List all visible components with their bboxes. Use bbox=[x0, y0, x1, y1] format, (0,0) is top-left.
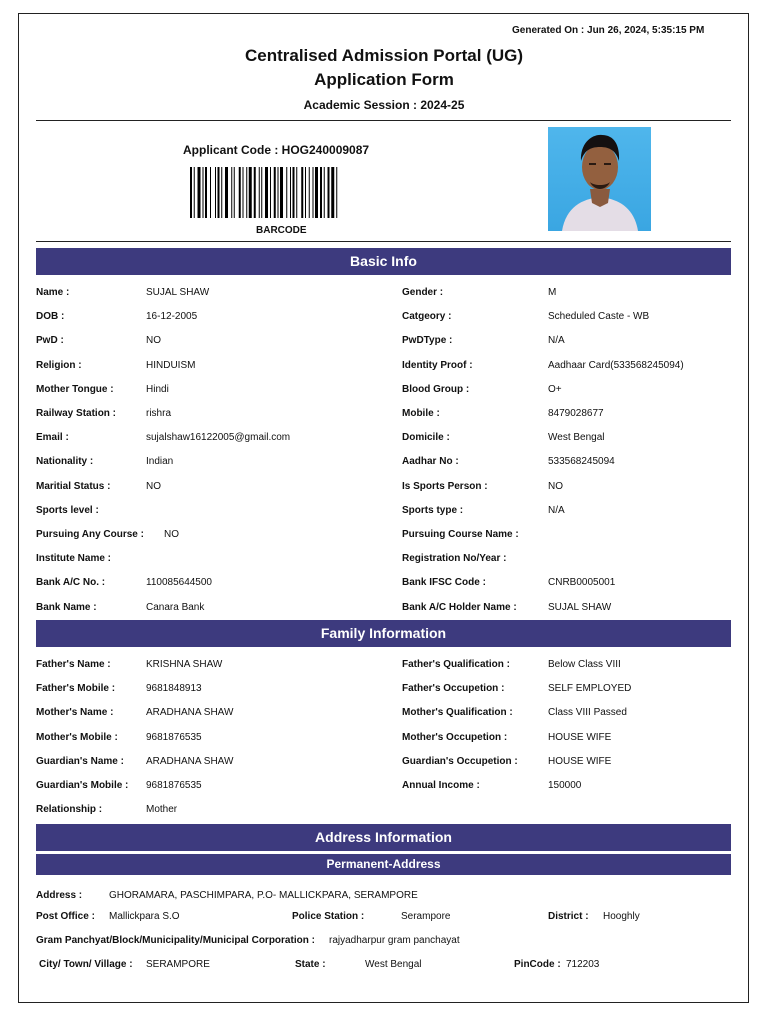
address-label: Address : bbox=[36, 890, 83, 901]
field-value: 16-12-2005 bbox=[146, 311, 198, 323]
field-label: Maritial Status : bbox=[36, 480, 111, 492]
field-label: Bank A/C No. : bbox=[36, 577, 106, 589]
gram-panchayat-value: rajyadharpur gram panchayat bbox=[329, 935, 460, 946]
field-label: Pursuing Course Name : bbox=[402, 529, 519, 540]
field-label: Pursuing Any Course : bbox=[36, 529, 144, 540]
field-label: Relationship : bbox=[36, 804, 103, 816]
district-label: District : bbox=[548, 911, 589, 922]
applicant-photo bbox=[548, 127, 651, 231]
field-value: SUJAL SHAW bbox=[146, 287, 210, 298]
field-value: NO bbox=[164, 529, 179, 540]
field-label: DOB : bbox=[36, 311, 65, 323]
field-value: ARADHANA SHAW bbox=[146, 755, 234, 767]
field-value: Hindi bbox=[146, 383, 169, 395]
family-info-header: Family Information bbox=[36, 620, 731, 647]
field-label: Gender : bbox=[402, 287, 444, 298]
field-value: SUJAL SHAW bbox=[548, 601, 612, 613]
gram-panchayat-label: Gram Panchyat/Block/Municipality/Municipal Corporation : bbox=[36, 935, 315, 946]
field-value: 150000 bbox=[548, 780, 582, 791]
field-label: Blood Group : bbox=[402, 383, 470, 395]
field-label: Aadhar No : bbox=[402, 456, 459, 468]
permanent-address-header: Permanent-Address bbox=[36, 854, 731, 875]
field-label: Religion : bbox=[36, 359, 82, 371]
field-value: 9681848913 bbox=[146, 683, 202, 695]
field-value: HOUSE WIFE bbox=[548, 731, 612, 743]
city-value: SERAMPORE bbox=[146, 959, 210, 970]
field-label: Identity Proof : bbox=[402, 359, 473, 371]
applicant-code: Applicant Code : HOG240009087 bbox=[183, 143, 370, 157]
field-label: Father's Name : bbox=[36, 659, 111, 670]
field-value: KRISHNA SHAW bbox=[146, 659, 223, 670]
post-office-value: Mallickpara S.O bbox=[109, 911, 180, 922]
field-value: O+ bbox=[548, 383, 562, 395]
barcode-label: BARCODE bbox=[256, 225, 307, 236]
field-value: Canara Bank bbox=[146, 601, 205, 613]
pincode-value: 712203 bbox=[566, 959, 600, 970]
header-divider bbox=[36, 120, 731, 121]
applicant-divider bbox=[36, 241, 731, 242]
address-info-header: Address Information bbox=[36, 824, 731, 851]
field-value: SELF EMPLOYED bbox=[548, 683, 632, 695]
field-value: M bbox=[548, 287, 557, 298]
academic-session: Academic Session : 2024-25 bbox=[303, 98, 465, 112]
field-value: Indian bbox=[146, 456, 174, 468]
field-value: HOUSE WIFE bbox=[548, 755, 612, 767]
state-label: State : bbox=[295, 959, 326, 970]
field-label: Guardian's Mobile : bbox=[36, 780, 129, 791]
field-label: Father's Occupetion : bbox=[402, 683, 505, 695]
post-office-label: Post Office : bbox=[36, 911, 95, 922]
field-value: 8479028677 bbox=[548, 408, 604, 419]
field-value: 9681876535 bbox=[146, 731, 202, 743]
field-label: PwDType : bbox=[402, 335, 453, 347]
field-label: Email : bbox=[36, 432, 69, 444]
field-label: Father's Mobile : bbox=[36, 683, 116, 695]
field-label: Guardian's Occupetion : bbox=[402, 755, 518, 767]
police-station-label: Police Station : bbox=[292, 911, 365, 922]
field-value: ARADHANA SHAW bbox=[146, 707, 234, 719]
field-value: NO bbox=[548, 480, 563, 492]
field-label: Domicile : bbox=[402, 432, 450, 444]
field-value: sujalshaw16122005@gmail.com bbox=[146, 432, 291, 444]
field-value: NO bbox=[146, 335, 161, 347]
field-label: Mobile : bbox=[402, 408, 440, 419]
field-label: Guardian's Name : bbox=[36, 755, 124, 767]
field-label: Bank A/C Holder Name : bbox=[402, 601, 517, 613]
barcode-image bbox=[190, 167, 396, 218]
field-label: Sports type : bbox=[402, 504, 464, 516]
field-label: Annual Income : bbox=[402, 780, 480, 791]
field-value: N/A bbox=[548, 335, 565, 347]
field-label: Name : bbox=[36, 287, 70, 298]
field-value: 533568245094 bbox=[548, 456, 615, 468]
field-label: Mother Tongue : bbox=[36, 383, 114, 395]
field-label: Mother's Qualification : bbox=[402, 707, 513, 719]
field-label: Catgeory : bbox=[402, 311, 452, 323]
field-label: Bank IFSC Code : bbox=[402, 577, 486, 589]
police-station-value: Serampore bbox=[401, 911, 451, 922]
field-label: Is Sports Person : bbox=[402, 480, 488, 492]
field-value: CNRB0005001 bbox=[548, 577, 616, 589]
form-title: Application Form bbox=[314, 70, 454, 89]
field-label: Sports level : bbox=[36, 504, 99, 516]
city-label: City/ Town/ Village : bbox=[39, 959, 133, 970]
field-value: N/A bbox=[548, 504, 565, 516]
address-value: GHORAMARA, PASCHIMPARA, P.O- MALLICKPARA, SERAMPORE bbox=[109, 890, 418, 901]
field-label: Father's Qualification : bbox=[402, 659, 510, 670]
field-label: Mother's Mobile : bbox=[36, 731, 118, 743]
field-label: PwD : bbox=[36, 335, 64, 347]
field-value: 110085644500 bbox=[146, 577, 212, 589]
portal-title: Centralised Admission Portal (UG) bbox=[244, 46, 524, 65]
field-value: 9681876535 bbox=[146, 780, 202, 791]
state-value: West Bengal bbox=[365, 959, 422, 970]
field-value: NO bbox=[146, 480, 161, 492]
field-value: HINDUISM bbox=[146, 359, 196, 371]
field-value: Scheduled Caste - WB bbox=[548, 311, 650, 323]
field-value: Aadhaar Card(533568245094) bbox=[548, 359, 684, 371]
basic-info-header: Basic Info bbox=[36, 248, 731, 275]
field-label: Mother's Name : bbox=[36, 707, 114, 719]
district-value: Hooghly bbox=[603, 911, 640, 922]
field-label: Nationality : bbox=[36, 456, 94, 468]
generated-timestamp: Generated On : Jun 26, 2024, 5:35:15 PM bbox=[512, 25, 705, 36]
field-value: Below Class VIII bbox=[548, 659, 621, 670]
field-value: Class VIII Passed bbox=[548, 707, 627, 719]
field-label: Mother's Occupetion : bbox=[402, 731, 508, 743]
field-value: Mother bbox=[146, 804, 178, 816]
field-value: rishra bbox=[146, 408, 172, 419]
field-label: Institute Name : bbox=[36, 553, 112, 565]
field-label: Railway Station : bbox=[36, 408, 117, 419]
field-value: West Bengal bbox=[548, 432, 605, 444]
pincode-label: PinCode : bbox=[514, 959, 561, 970]
field-label: Registration No/Year : bbox=[402, 553, 507, 565]
field-label: Bank Name : bbox=[36, 601, 97, 613]
